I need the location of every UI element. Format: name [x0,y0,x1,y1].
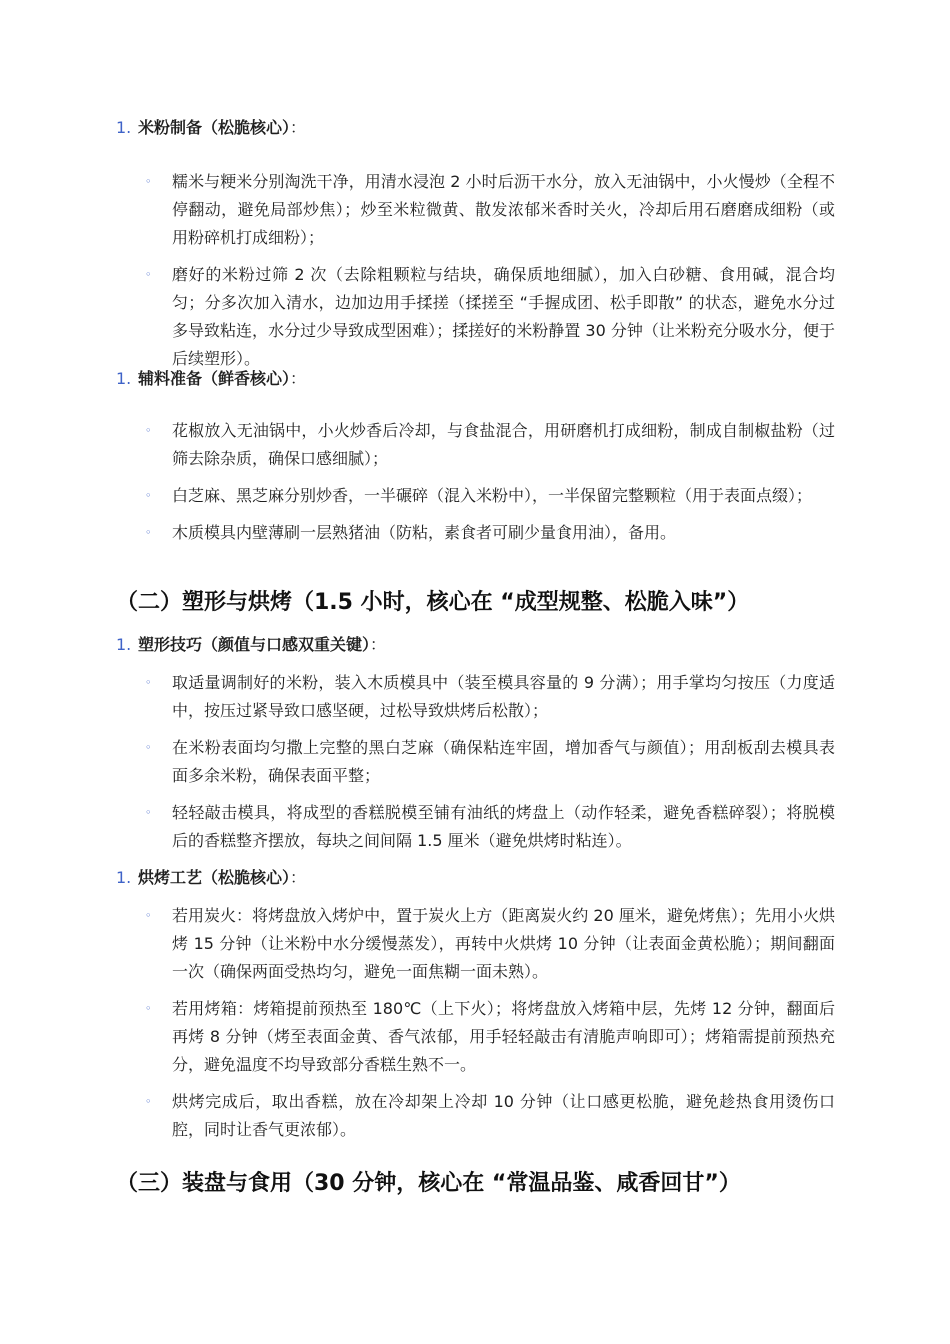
numbered-item-shaping [0,633,950,659]
list-item-text: 取适量调制好的米粉，装入木质模具中（装至模具容量的 9 分满）；用手掌均匀按压（力度适中，按压过紧导致口感坚硬，过松导致烘烤后松散）； [172,673,835,720]
item-title: 烘烤工艺（松脆核心） [138,868,291,887]
list-item-text: 若用炭火：将烤盘放入烤炉中，置于炭火上方（距离炭火约 20 厘米，避免烤焦）；先用小火烘烤 15 分钟（让米粉中水分缓慢蒸发），再转中火烘烤 10 分钟（让表面金黄松脆）；期间翻面一次（确保两面受热均匀，避免一面焦糊一面未熟）。 [172,906,835,981]
item-suffix: ： [290,118,307,137]
list-number: 1. [116,868,132,887]
numbered-item-rice-flour [0,116,950,142]
list-item-text: 若用烤箱：烤箱提前预热至 180℃（上下火）；将烤盘放入烤箱中层，先烤 12 分钟，翻面后再烤 8 分钟（烤至表面金黄、香气浓郁，用手轻轻敲击有清脆声响即可）；烤箱需提前预热充分，避免温度不均导致部分香糕生熟不一。 [172,999,835,1074]
hollow-bullet-icon: ◦ [145,909,152,922]
list-block-baking [0,866,950,1144]
list-item-text: 磨好的米粉过筛 2 次（去除粗颗粒与结块，确保质地细腻），加入白砂糖、食用碱，混合均匀；分多次加入清水，边加边用手揉搓（揉搓至 “手握成团、松手即散” 的状态，避免水分过多导致粘连，水分过少导致成型困难）；揉搓好的米粉静置 30 分钟（让米粉充分吸水分，便于后续塑形）。 [172,265,835,368]
list-item-text: 白芝麻、黑芝麻分别炒香，一半碾碎（混入米粉中），一半保留完整颗粒（用于表面点缀）； [172,486,813,505]
hollow-bullet-icon: ◦ [145,1095,152,1108]
numbered-item-condiments [0,367,950,393]
list-number: 1. [116,369,132,388]
list-item [145,995,835,1079]
list-block-shaping [0,633,950,855]
list-item [145,482,835,510]
item-title: 米粉制备（松脆核心） [138,118,291,137]
hollow-bullet-icon: ◦ [145,424,152,437]
list-item [145,417,835,473]
list-item [145,902,835,986]
numbered-item-baking [0,866,950,892]
list-item [145,669,835,725]
list-item [145,519,835,547]
list-number: 1. [116,635,132,654]
item-title: 辅料准备（鲜香核心） [138,369,291,388]
list-item-text: 在米粉表面均匀撒上完整的黑白芝麻（确保粘连牢固，增加香气与颜值）；用刮板刮去模具表面多余米粉，确保表面平整； [172,738,835,785]
hollow-bullet-icon: ◦ [145,806,152,819]
hollow-bullet-icon: ◦ [145,676,152,689]
list-block-condiments [0,367,950,547]
list-item [145,734,835,790]
list-item-text: 木质模具内壁薄刷一层熟猪油（防粘，素食者可刷少量食用油），备用。 [172,523,677,542]
hollow-bullet-icon: ◦ [145,175,152,188]
list-item [145,168,835,252]
list-item [145,1088,835,1144]
list-item-text: 轻轻敲击模具，将成型的香糕脱模至铺有油纸的烤盘上（动作轻柔，避免香糕碎裂）；将脱模后的香糕整齐摆放，每块之间间隔 1.5 厘米（避免烘烤时粘连）。 [172,803,835,850]
list-number: 1. [116,118,132,137]
hollow-bullet-icon: ◦ [145,741,152,754]
section-heading-shaping: （二）塑形与烘烤（1.5 小时，核心在 “成型规整、松脆入味”） [116,590,750,615]
hollow-bullet-icon: ◦ [145,268,152,281]
list-item-text: 糯米与粳米分别淘洗干净，用清水浸泡 2 小时后沥干水分，放入无油锅中，小火慢炒（全程不停翻动，避免局部炒焦）；炒至米粒微黄、散发浓郁米香时关火，冷却后用石磨磨成细粉（或用粉碎机打成细粉）； [172,172,835,247]
item-suffix: ： [290,369,307,388]
list-item-text: 烘烤完成后，取出香糕，放在冷却架上冷却 10 分钟（让口感更松脆，避免趁热食用烫伤口腔，同时让香气更浓郁）。 [172,1092,835,1139]
item-title: 塑形技巧（颜值与口感双重关键） [138,635,371,654]
item-suffix: ： [370,635,387,654]
hollow-bullet-icon: ◦ [145,489,152,502]
item-suffix: ： [290,868,307,887]
section-heading-serving: （三）装盘与食用（30 分钟，核心在 “常温品鉴、咸香回甘”） [116,1171,741,1196]
list-item [145,799,835,855]
hollow-bullet-icon: ◦ [145,526,152,539]
hollow-bullet-icon: ◦ [145,1002,152,1015]
list-block-rice-flour [0,116,950,373]
list-item [145,261,835,373]
list-item-text: 花椒放入无油锅中，小火炒香后冷却，与食盐混合，用研磨机打成细粉，制成自制椒盐粉（过筛去除杂质，确保口感细腻）； [172,421,835,468]
